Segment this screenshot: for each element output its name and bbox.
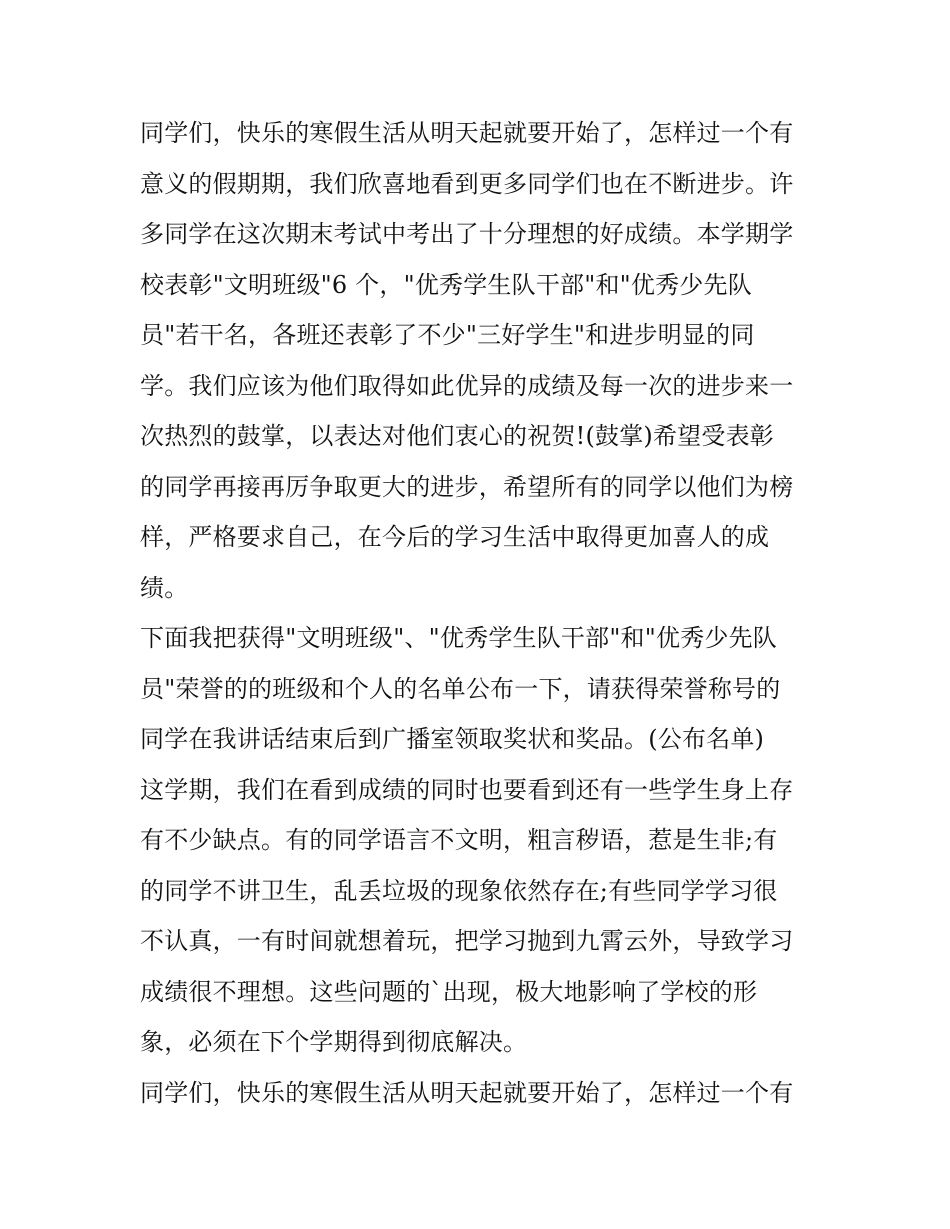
- document-body-text: [140, 108, 830, 1118]
- text-line: 学。我们应该为他们取得如此优异的成绩及每一次的进步来一: [140, 371, 794, 400]
- text-line: 同学们，快乐的寒假生活从明天起就要开始了，怎样过一个有: [140, 1078, 794, 1107]
- text-line: 样，严格要求自己，在今后的学习生活中取得更加喜人的成: [140, 523, 770, 551]
- text-line: 象，必须在下个学期得到彻底解决。: [140, 1028, 528, 1056]
- text-line: 同学们，快乐的寒假生活从明天起就要开始了，怎样过一个有: [140, 119, 794, 147]
- text-line: 的同学不讲卫生，乱丢垃圾的现象依然存在;有些同学学习很: [140, 876, 778, 905]
- text-line: 绩。: [140, 573, 189, 602]
- text-line: 不认真，一有时间就想着玩，把学习抛到九霄云外，导致学习: [140, 927, 794, 955]
- text-line: 同学在我讲话结束后到广播室领取奖状和奖品。(公布名单): [140, 725, 765, 753]
- text-line: 次热烈的鼓掌，以表达对他们衷心的祝贺!(鼓掌)希望受表彰: [140, 422, 774, 450]
- text-line: 多同学在这次期末考试中考出了十分理想的好成绩。本学期学: [140, 220, 794, 248]
- text-line: 成绩很不理想。这些问题的`出现，极大地影响了学校的形: [140, 977, 758, 1006]
- text-line: 有不少缺点。有的同学语言不文明，粗言秽语，惹是生非;有: [140, 826, 778, 854]
- text-line: 员"荣誉的的班级和个人的名单公布一下，请获得荣誉称号的: [140, 674, 781, 703]
- text-line: 校表彰"文明班级"6 个，"优秀学生队干部"和"优秀少先队: [140, 270, 752, 299]
- text-line: 员"若干名，各班还表彰了不少"三好学生"和进步明显的同: [140, 321, 755, 349]
- text-line: 下面我把获得"文明班级"、"优秀学生队干部"和"优秀少先队: [140, 624, 777, 652]
- text-line: 意义的假期期，我们欣喜地看到更多同学们也在不断进步。许: [140, 169, 794, 198]
- text-line: 这学期，我们在看到成绩的同时也要看到还有一些学生身上存: [140, 775, 794, 804]
- text-line: 的同学再接再厉争取更大的进步，希望所有的同学以他们为榜: [140, 472, 794, 501]
